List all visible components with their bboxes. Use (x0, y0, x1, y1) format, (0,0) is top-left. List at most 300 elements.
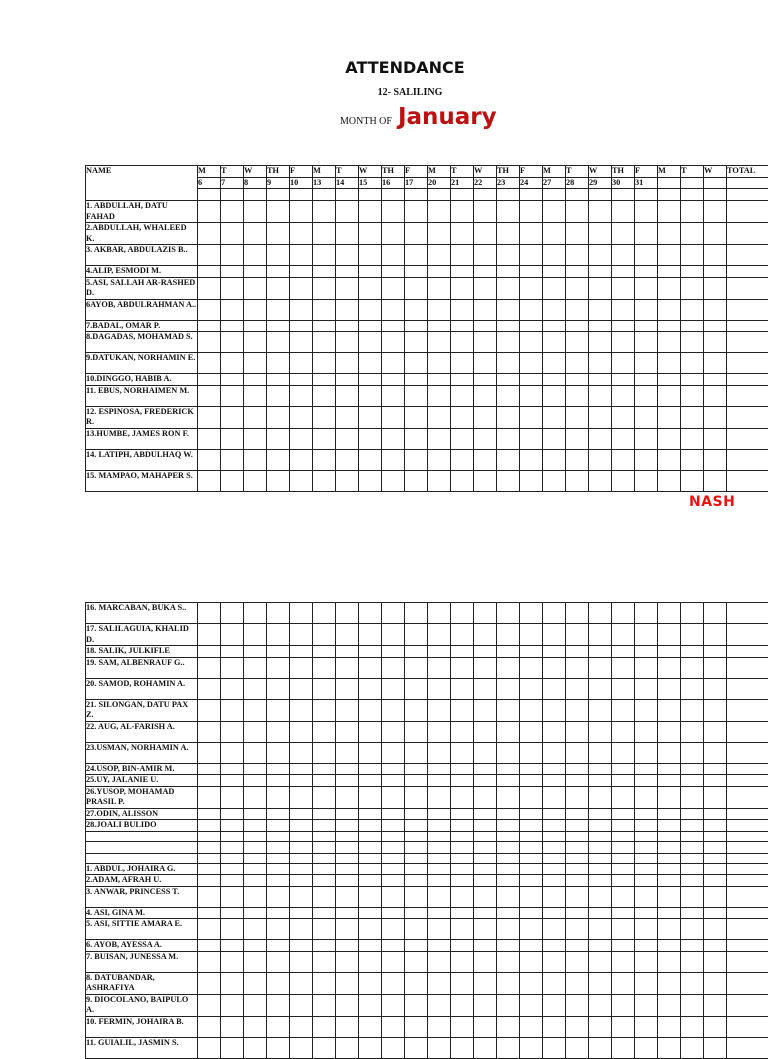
attendance-cell[interactable] (428, 721, 451, 742)
attendance-cell[interactable] (704, 470, 727, 491)
attendance-cell[interactable] (451, 624, 474, 646)
attendance-cell[interactable] (543, 940, 566, 952)
attendance-cell[interactable] (405, 831, 428, 841)
attendance-cell[interactable] (612, 657, 635, 678)
attendance-cell[interactable] (244, 721, 267, 742)
attendance-cell[interactable] (566, 1037, 589, 1058)
attendance-cell[interactable] (589, 721, 612, 742)
attendance-cell[interactable] (566, 678, 589, 699)
attendance-cell[interactable] (244, 853, 267, 863)
attendance-cell[interactable] (221, 972, 244, 994)
attendance-cell[interactable] (520, 277, 543, 299)
attendance-cell[interactable] (474, 353, 497, 374)
attendance-cell[interactable] (612, 721, 635, 742)
attendance-cell[interactable] (359, 853, 382, 863)
attendance-cell[interactable] (359, 428, 382, 449)
attendance-cell[interactable] (612, 299, 635, 320)
attendance-cell[interactable] (198, 374, 221, 386)
attendance-cell[interactable] (497, 320, 520, 332)
total-cell[interactable] (727, 353, 768, 374)
attendance-cell[interactable] (681, 223, 704, 245)
attendance-cell[interactable] (589, 820, 612, 832)
attendance-cell[interactable] (681, 428, 704, 449)
attendance-cell[interactable] (658, 1016, 681, 1037)
attendance-cell[interactable] (658, 831, 681, 841)
attendance-cell[interactable] (428, 919, 451, 940)
attendance-cell[interactable] (635, 385, 658, 406)
attendance-cell[interactable] (313, 841, 336, 853)
attendance-cell[interactable] (474, 775, 497, 787)
attendance-cell[interactable] (290, 742, 313, 763)
attendance-cell[interactable] (359, 907, 382, 919)
attendance-cell[interactable] (612, 972, 635, 994)
attendance-cell[interactable] (405, 863, 428, 875)
attendance-cell[interactable] (267, 875, 290, 887)
attendance-cell[interactable] (681, 919, 704, 940)
attendance-cell[interactable] (589, 972, 612, 994)
attendance-cell[interactable] (428, 863, 451, 875)
attendance-cell[interactable] (221, 721, 244, 742)
attendance-cell[interactable] (221, 831, 244, 841)
attendance-cell[interactable] (474, 277, 497, 299)
attendance-cell[interactable] (520, 385, 543, 406)
attendance-cell[interactable] (198, 808, 221, 820)
attendance-cell[interactable] (382, 775, 405, 787)
attendance-cell[interactable] (451, 972, 474, 994)
attendance-cell[interactable] (658, 678, 681, 699)
total-cell[interactable] (727, 863, 768, 875)
attendance-cell[interactable] (221, 385, 244, 406)
total-cell[interactable] (727, 886, 768, 907)
attendance-cell[interactable] (382, 831, 405, 841)
attendance-cell[interactable] (428, 875, 451, 887)
attendance-cell[interactable] (244, 332, 267, 353)
attendance-cell[interactable] (405, 245, 428, 266)
attendance-cell[interactable] (658, 841, 681, 853)
attendance-cell[interactable] (658, 374, 681, 386)
attendance-cell[interactable] (612, 940, 635, 952)
attendance-cell[interactable] (681, 245, 704, 266)
attendance-cell[interactable] (566, 820, 589, 832)
attendance-cell[interactable] (474, 841, 497, 853)
attendance-cell[interactable] (313, 470, 336, 491)
attendance-cell[interactable] (244, 951, 267, 972)
attendance-cell[interactable] (543, 374, 566, 386)
attendance-cell[interactable] (497, 201, 520, 223)
attendance-cell[interactable] (198, 853, 221, 863)
attendance-cell[interactable] (313, 332, 336, 353)
attendance-cell[interactable] (336, 786, 359, 808)
attendance-cell[interactable] (566, 786, 589, 808)
attendance-cell[interactable] (566, 1016, 589, 1037)
attendance-cell[interactable] (589, 919, 612, 940)
attendance-cell[interactable] (428, 972, 451, 994)
attendance-cell[interactable] (290, 1037, 313, 1058)
attendance-cell[interactable] (221, 449, 244, 470)
total-cell[interactable] (727, 919, 768, 940)
attendance-cell[interactable] (290, 875, 313, 887)
attendance-cell[interactable] (520, 886, 543, 907)
attendance-cell[interactable] (198, 332, 221, 353)
attendance-cell[interactable] (497, 1016, 520, 1037)
attendance-cell[interactable] (681, 841, 704, 853)
attendance-cell[interactable] (405, 721, 428, 742)
attendance-cell[interactable] (497, 657, 520, 678)
attendance-cell[interactable] (474, 907, 497, 919)
attendance-cell[interactable] (543, 406, 566, 428)
attendance-cell[interactable] (313, 831, 336, 841)
attendance-cell[interactable] (221, 763, 244, 775)
attendance-cell[interactable] (313, 875, 336, 887)
total-cell[interactable] (727, 699, 768, 721)
attendance-cell[interactable] (336, 742, 359, 763)
attendance-cell[interactable] (313, 863, 336, 875)
attendance-cell[interactable] (244, 875, 267, 887)
attendance-cell[interactable] (290, 808, 313, 820)
attendance-cell[interactable] (221, 742, 244, 763)
attendance-cell[interactable] (359, 678, 382, 699)
attendance-cell[interactable] (497, 353, 520, 374)
attendance-cell[interactable] (313, 972, 336, 994)
attendance-cell[interactable] (405, 886, 428, 907)
attendance-cell[interactable] (543, 470, 566, 491)
attendance-cell[interactable] (221, 875, 244, 887)
attendance-cell[interactable] (198, 721, 221, 742)
attendance-cell[interactable] (681, 951, 704, 972)
attendance-cell[interactable] (428, 374, 451, 386)
attendance-cell[interactable] (221, 428, 244, 449)
attendance-cell[interactable] (290, 886, 313, 907)
attendance-cell[interactable] (612, 603, 635, 624)
attendance-cell[interactable] (704, 951, 727, 972)
attendance-cell[interactable] (428, 470, 451, 491)
total-cell[interactable] (727, 299, 768, 320)
attendance-cell[interactable] (428, 907, 451, 919)
attendance-cell[interactable] (267, 277, 290, 299)
attendance-cell[interactable] (589, 994, 612, 1016)
attendance-cell[interactable] (198, 940, 221, 952)
attendance-cell[interactable] (382, 994, 405, 1016)
attendance-cell[interactable] (221, 678, 244, 699)
attendance-cell[interactable] (681, 406, 704, 428)
attendance-cell[interactable] (635, 940, 658, 952)
attendance-cell[interactable] (566, 831, 589, 841)
attendance-cell[interactable] (566, 721, 589, 742)
attendance-cell[interactable] (244, 678, 267, 699)
attendance-cell[interactable] (566, 919, 589, 940)
attendance-cell[interactable] (635, 907, 658, 919)
attendance-cell[interactable] (543, 951, 566, 972)
attendance-cell[interactable] (635, 646, 658, 658)
attendance-cell[interactable] (428, 994, 451, 1016)
attendance-cell[interactable] (244, 699, 267, 721)
attendance-cell[interactable] (612, 742, 635, 763)
attendance-cell[interactable] (382, 699, 405, 721)
attendance-cell[interactable] (635, 831, 658, 841)
attendance-cell[interactable] (474, 299, 497, 320)
attendance-cell[interactable] (497, 972, 520, 994)
attendance-cell[interactable] (359, 406, 382, 428)
attendance-cell[interactable] (382, 646, 405, 658)
attendance-cell[interactable] (198, 353, 221, 374)
attendance-cell[interactable] (336, 245, 359, 266)
total-cell[interactable] (727, 808, 768, 820)
total-cell[interactable] (727, 820, 768, 832)
attendance-cell[interactable] (658, 875, 681, 887)
attendance-cell[interactable] (566, 657, 589, 678)
attendance-cell[interactable] (267, 763, 290, 775)
attendance-cell[interactable] (359, 603, 382, 624)
attendance-cell[interactable] (566, 245, 589, 266)
attendance-cell[interactable] (405, 266, 428, 278)
attendance-cell[interactable] (405, 223, 428, 245)
attendance-cell[interactable] (474, 374, 497, 386)
attendance-cell[interactable] (359, 266, 382, 278)
attendance-cell[interactable] (451, 245, 474, 266)
attendance-cell[interactable] (520, 320, 543, 332)
attendance-cell[interactable] (313, 742, 336, 763)
attendance-cell[interactable] (474, 786, 497, 808)
attendance-cell[interactable] (497, 763, 520, 775)
attendance-cell[interactable] (198, 266, 221, 278)
attendance-cell[interactable] (244, 972, 267, 994)
total-cell[interactable] (727, 1037, 768, 1058)
attendance-cell[interactable] (451, 201, 474, 223)
attendance-cell[interactable] (244, 742, 267, 763)
attendance-cell[interactable] (543, 201, 566, 223)
attendance-cell[interactable] (612, 470, 635, 491)
attendance-cell[interactable] (290, 841, 313, 853)
total-cell[interactable] (727, 1016, 768, 1037)
attendance-cell[interactable] (382, 742, 405, 763)
attendance-cell[interactable] (405, 907, 428, 919)
attendance-cell[interactable] (681, 831, 704, 841)
attendance-cell[interactable] (566, 299, 589, 320)
attendance-cell[interactable] (635, 374, 658, 386)
attendance-cell[interactable] (520, 624, 543, 646)
attendance-cell[interactable] (428, 223, 451, 245)
attendance-cell[interactable] (382, 470, 405, 491)
attendance-cell[interactable] (589, 374, 612, 386)
attendance-cell[interactable] (290, 951, 313, 972)
attendance-cell[interactable] (566, 428, 589, 449)
attendance-cell[interactable] (543, 678, 566, 699)
attendance-cell[interactable] (681, 820, 704, 832)
attendance-cell[interactable] (566, 886, 589, 907)
attendance-cell[interactable] (658, 332, 681, 353)
attendance-cell[interactable] (704, 763, 727, 775)
attendance-cell[interactable] (290, 385, 313, 406)
attendance-cell[interactable] (635, 721, 658, 742)
attendance-cell[interactable] (474, 972, 497, 994)
attendance-cell[interactable] (359, 875, 382, 887)
attendance-cell[interactable] (589, 299, 612, 320)
attendance-cell[interactable] (589, 201, 612, 223)
attendance-cell[interactable] (704, 831, 727, 841)
attendance-cell[interactable] (244, 841, 267, 853)
attendance-cell[interactable] (681, 907, 704, 919)
attendance-cell[interactable] (589, 763, 612, 775)
attendance-cell[interactable] (359, 820, 382, 832)
attendance-cell[interactable] (658, 863, 681, 875)
attendance-cell[interactable] (405, 786, 428, 808)
attendance-cell[interactable] (543, 449, 566, 470)
attendance-cell[interactable] (405, 1016, 428, 1037)
attendance-cell[interactable] (474, 320, 497, 332)
attendance-cell[interactable] (704, 266, 727, 278)
attendance-cell[interactable] (428, 201, 451, 223)
attendance-cell[interactable] (198, 919, 221, 940)
attendance-cell[interactable] (474, 919, 497, 940)
attendance-cell[interactable] (221, 820, 244, 832)
attendance-cell[interactable] (543, 841, 566, 853)
attendance-cell[interactable] (290, 428, 313, 449)
attendance-cell[interactable] (704, 277, 727, 299)
total-cell[interactable] (727, 624, 768, 646)
attendance-cell[interactable] (221, 919, 244, 940)
attendance-cell[interactable] (290, 406, 313, 428)
attendance-cell[interactable] (428, 808, 451, 820)
attendance-cell[interactable] (658, 919, 681, 940)
attendance-cell[interactable] (635, 820, 658, 832)
attendance-cell[interactable] (267, 853, 290, 863)
attendance-cell[interactable] (267, 742, 290, 763)
attendance-cell[interactable] (589, 742, 612, 763)
attendance-cell[interactable] (704, 972, 727, 994)
attendance-cell[interactable] (405, 646, 428, 658)
attendance-cell[interactable] (405, 742, 428, 763)
attendance-cell[interactable] (451, 449, 474, 470)
total-cell[interactable] (727, 907, 768, 919)
attendance-cell[interactable] (658, 808, 681, 820)
attendance-cell[interactable] (221, 853, 244, 863)
attendance-cell[interactable] (290, 449, 313, 470)
attendance-cell[interactable] (313, 721, 336, 742)
attendance-cell[interactable] (589, 646, 612, 658)
attendance-cell[interactable] (382, 406, 405, 428)
attendance-cell[interactable] (428, 603, 451, 624)
attendance-cell[interactable] (267, 353, 290, 374)
attendance-cell[interactable] (474, 603, 497, 624)
attendance-cell[interactable] (382, 786, 405, 808)
attendance-cell[interactable] (704, 374, 727, 386)
attendance-cell[interactable] (267, 678, 290, 699)
attendance-cell[interactable] (497, 406, 520, 428)
attendance-cell[interactable] (290, 245, 313, 266)
attendance-cell[interactable] (382, 603, 405, 624)
attendance-cell[interactable] (589, 449, 612, 470)
attendance-cell[interactable] (520, 699, 543, 721)
attendance-cell[interactable] (635, 1016, 658, 1037)
attendance-cell[interactable] (474, 763, 497, 775)
attendance-cell[interactable] (612, 863, 635, 875)
attendance-cell[interactable] (405, 678, 428, 699)
attendance-cell[interactable] (589, 951, 612, 972)
total-cell[interactable] (727, 786, 768, 808)
attendance-cell[interactable] (451, 841, 474, 853)
attendance-cell[interactable] (589, 875, 612, 887)
attendance-cell[interactable] (520, 863, 543, 875)
attendance-cell[interactable] (359, 245, 382, 266)
attendance-cell[interactable] (635, 428, 658, 449)
attendance-cell[interactable] (198, 245, 221, 266)
attendance-cell[interactable] (635, 657, 658, 678)
attendance-cell[interactable] (543, 907, 566, 919)
attendance-cell[interactable] (359, 721, 382, 742)
attendance-cell[interactable] (658, 994, 681, 1016)
attendance-cell[interactable] (428, 266, 451, 278)
attendance-cell[interactable] (566, 406, 589, 428)
attendance-cell[interactable] (520, 299, 543, 320)
attendance-cell[interactable] (382, 907, 405, 919)
attendance-cell[interactable] (635, 863, 658, 875)
attendance-cell[interactable] (267, 406, 290, 428)
attendance-cell[interactable] (290, 201, 313, 223)
attendance-cell[interactable] (474, 831, 497, 841)
attendance-cell[interactable] (474, 1016, 497, 1037)
attendance-cell[interactable] (497, 245, 520, 266)
attendance-cell[interactable] (451, 875, 474, 887)
attendance-cell[interactable] (382, 1037, 405, 1058)
total-cell[interactable] (727, 994, 768, 1016)
attendance-cell[interactable] (612, 385, 635, 406)
attendance-cell[interactable] (244, 266, 267, 278)
attendance-cell[interactable] (221, 1016, 244, 1037)
attendance-cell[interactable] (267, 951, 290, 972)
attendance-cell[interactable] (658, 775, 681, 787)
attendance-cell[interactable] (313, 1016, 336, 1037)
attendance-cell[interactable] (267, 603, 290, 624)
attendance-cell[interactable] (474, 951, 497, 972)
total-cell[interactable] (727, 277, 768, 299)
attendance-cell[interactable] (497, 820, 520, 832)
attendance-cell[interactable] (244, 786, 267, 808)
attendance-cell[interactable] (359, 385, 382, 406)
attendance-cell[interactable] (313, 624, 336, 646)
attendance-cell[interactable] (336, 266, 359, 278)
attendance-cell[interactable] (198, 841, 221, 853)
attendance-cell[interactable] (428, 820, 451, 832)
attendance-cell[interactable] (428, 940, 451, 952)
attendance-cell[interactable] (704, 841, 727, 853)
attendance-cell[interactable] (635, 245, 658, 266)
attendance-cell[interactable] (382, 223, 405, 245)
attendance-cell[interactable] (612, 201, 635, 223)
attendance-cell[interactable] (336, 603, 359, 624)
attendance-cell[interactable] (566, 808, 589, 820)
attendance-cell[interactable] (658, 699, 681, 721)
total-cell[interactable] (727, 831, 768, 841)
attendance-cell[interactable] (359, 320, 382, 332)
attendance-cell[interactable] (704, 646, 727, 658)
attendance-cell[interactable] (451, 994, 474, 1016)
attendance-cell[interactable] (313, 266, 336, 278)
attendance-cell[interactable] (336, 831, 359, 841)
attendance-cell[interactable] (497, 374, 520, 386)
total-cell[interactable] (727, 374, 768, 386)
attendance-cell[interactable] (704, 742, 727, 763)
attendance-cell[interactable] (428, 786, 451, 808)
attendance-cell[interactable] (704, 449, 727, 470)
attendance-cell[interactable] (221, 775, 244, 787)
attendance-cell[interactable] (451, 808, 474, 820)
attendance-cell[interactable] (359, 808, 382, 820)
attendance-cell[interactable] (658, 245, 681, 266)
attendance-cell[interactable] (589, 1016, 612, 1037)
attendance-cell[interactable] (313, 763, 336, 775)
attendance-cell[interactable] (497, 994, 520, 1016)
attendance-cell[interactable] (359, 374, 382, 386)
